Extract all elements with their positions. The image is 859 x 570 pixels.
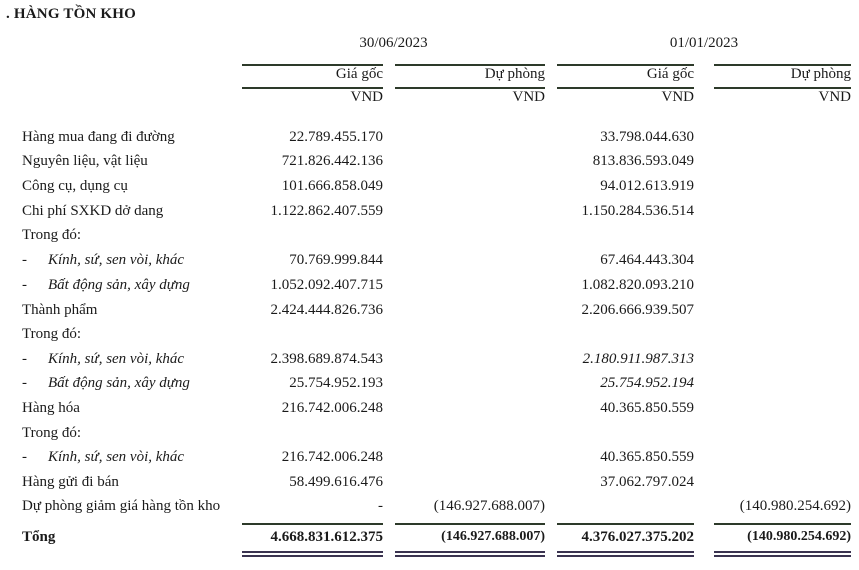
row-label: Nguyên liệu, vật liệu <box>22 153 148 169</box>
total-double-rule <box>714 551 851 557</box>
row-label-text: Bất động sản, xây dựng <box>48 277 190 293</box>
row-label: Trong đó: <box>22 326 82 342</box>
row-label: Hàng gửi đi bán <box>22 474 119 490</box>
cell-value: 1.082.820.093.210 <box>581 277 694 293</box>
cell-value: 2.424.444.826.736 <box>270 302 383 318</box>
row-label <box>22 277 190 294</box>
row-label <box>22 375 190 392</box>
row-label: Công cụ, dụng cụ <box>22 178 128 194</box>
bullet-dash: - <box>22 351 27 367</box>
cell-value: 70.769.999.844 <box>289 252 383 268</box>
cell-value: 37.062.797.024 <box>600 474 694 490</box>
subtotal-rule <box>242 523 383 525</box>
row-label-text: Bất động sản, xây dựng <box>48 375 190 391</box>
total-row <box>0 529 859 553</box>
cell-value: 25.754.952.193 <box>289 375 383 391</box>
table-row <box>0 153 859 177</box>
cell-value: - <box>378 498 383 514</box>
table-row-sub <box>0 277 859 301</box>
cell-value: 1.150.284.536.514 <box>581 203 694 219</box>
cell-value: 94.012.613.919 <box>600 178 694 194</box>
table-row <box>0 178 859 202</box>
row-label: Trong đó: <box>22 425 82 441</box>
total-double-rule <box>395 551 545 557</box>
bullet-dash: - <box>22 252 27 268</box>
cell-value: 721.826.442.136 <box>281 153 383 169</box>
table-row <box>0 129 859 153</box>
subtotal-rule <box>714 523 851 525</box>
col-header-provision-2023-06-30: Dự phòng <box>484 66 545 82</box>
cell-value: 1.122.862.407.559 <box>270 203 383 219</box>
table-row-sub <box>0 252 859 276</box>
total-value: 4.668.831.612.375 <box>270 529 383 545</box>
cell-value: 67.464.443.304 <box>600 252 694 268</box>
section-title: . HÀNG TỒN KHO <box>6 6 137 22</box>
row-label <box>22 351 184 368</box>
cell-value: (140.980.254.692) <box>739 498 851 514</box>
row-label: Hàng hóa <box>22 400 80 416</box>
cell-value: 101.666.858.049 <box>281 178 383 194</box>
cell-value: 813.836.593.049 <box>592 153 694 169</box>
cell-value: 2.398.689.874.543 <box>270 351 383 367</box>
table-row <box>0 400 859 424</box>
cell-value: 2.206.666.939.507 <box>581 302 694 318</box>
cell-value: 40.365.850.559 <box>600 449 694 465</box>
row-label <box>22 252 184 269</box>
period-date-2023-06-30: 30/06/2023 <box>359 35 428 51</box>
row-label-text: Kính, sứ, sen vòi, khác <box>48 449 185 465</box>
subtotal-rule <box>557 523 694 525</box>
row-label: Dự phòng giảm giá hàng tồn kho <box>22 498 221 514</box>
unit-label: VND <box>818 89 851 105</box>
row-label: Hàng mua đang đi đường <box>22 129 175 145</box>
row-label: Chi phí SXKD dở dang <box>22 203 164 219</box>
cell-value: 2.180.911.987.313 <box>582 351 694 367</box>
table-row-sub <box>0 449 859 473</box>
row-label: Trong đó: <box>22 227 82 243</box>
table-row <box>0 203 859 227</box>
col-header-provision-2023-01-01: Dự phòng <box>790 66 851 82</box>
total-double-rule <box>242 551 383 557</box>
row-label-text: Kính, sứ, sen vòi, khác <box>48 252 185 268</box>
row-label-text: Kính, sứ, sen vòi, khác <box>48 351 185 367</box>
total-label: Tổng <box>22 529 56 545</box>
table-row-note <box>0 425 859 449</box>
cell-value: 25.754.952.194 <box>600 375 694 391</box>
table-row-sub <box>0 375 859 399</box>
cell-value: 58.499.616.476 <box>289 474 383 490</box>
table-row-provision <box>0 498 859 522</box>
unit-label: VND <box>512 89 545 105</box>
table-row <box>0 474 859 498</box>
table-row <box>0 302 859 326</box>
bullet-dash: - <box>22 375 27 391</box>
table-row-note <box>0 227 859 251</box>
cell-value: 1.052.092.407.715 <box>270 277 383 293</box>
bullet-dash: - <box>22 449 27 465</box>
col-header-cost-2023-01-01: Giá gốc <box>646 66 694 82</box>
bullet-dash: - <box>22 277 27 293</box>
cell-value: 216.742.006.248 <box>281 400 383 416</box>
unit-label: VND <box>661 89 694 105</box>
total-double-rule <box>557 551 694 557</box>
total-value: (140.980.254.692) <box>747 529 851 544</box>
row-label: Thành phẩm <box>22 302 98 318</box>
cell-value: (146.927.688.007) <box>433 498 545 514</box>
cell-value: 216.742.006.248 <box>281 449 383 465</box>
col-header-cost-2023-06-30: Giá gốc <box>335 66 383 82</box>
total-value: (146.927.688.007) <box>441 529 545 544</box>
subtotal-rule <box>395 523 545 525</box>
cell-value: 40.365.850.559 <box>600 400 694 416</box>
unit-label: VND <box>350 89 383 105</box>
row-label <box>22 449 184 466</box>
period-date-2023-01-01: 01/01/2023 <box>669 35 739 51</box>
table-row-sub <box>0 351 859 375</box>
table-row-note <box>0 326 859 350</box>
cell-value: 33.798.044.630 <box>600 129 694 145</box>
total-value: 4.376.027.375.202 <box>581 529 694 545</box>
cell-value: 22.789.455.170 <box>289 129 383 145</box>
